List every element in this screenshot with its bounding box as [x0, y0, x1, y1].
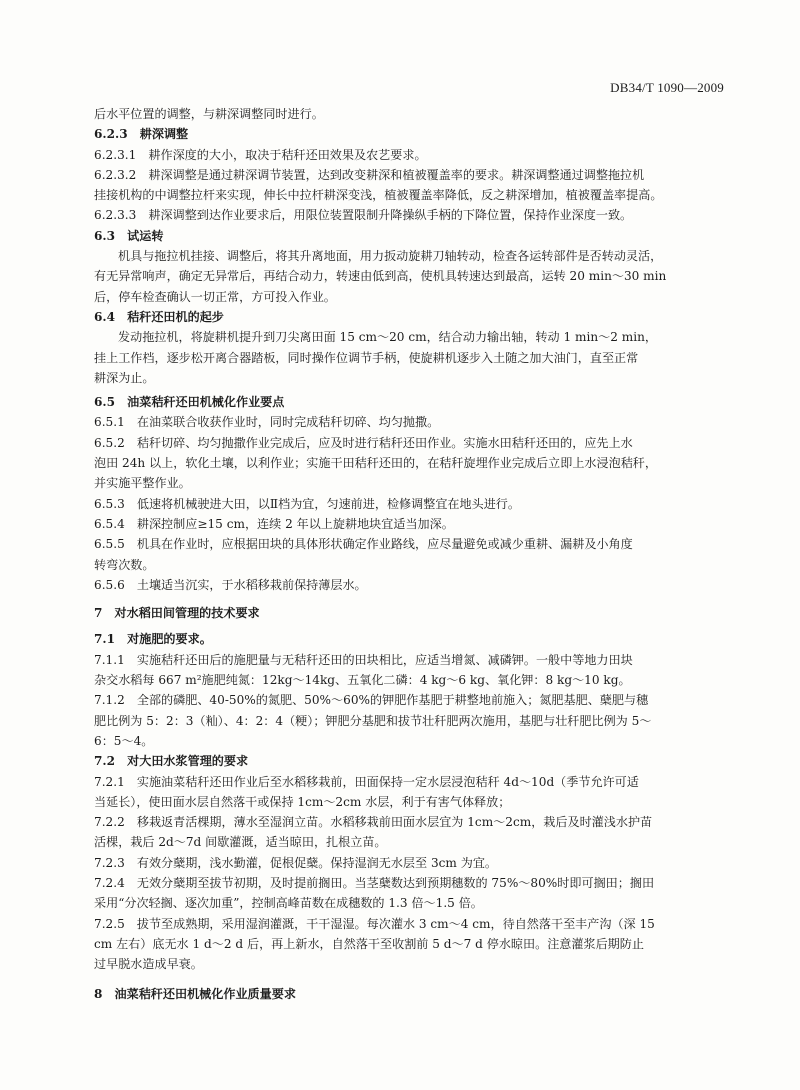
- text-line: cm 左右）底无水 1 d～2 d 后，再上新水，自然落干至收割前 5 d～7 d 停水晾田。注意灌浆后期防止: [94, 936, 644, 951]
- text-line: 挂上工作档，逐步松开离合器踏板，同时操作位调节手柄，使旋耕机逐步入土随之加大油门，直至正常: [94, 350, 639, 365]
- text-line: 杂交水稻每 667 m²施肥纯氮：12kg～14kg、五氧化二磷：4 kg～6 kg、氧化钾：8 kg～10 kg。: [94, 673, 631, 688]
- clause: 7.2.2 移栽返青活棵期，薄水至湿润立苗。水稻移栽前田面水层宜为 1cm～2cm，栽后及时灌浅水护苗: [94, 815, 653, 830]
- text-line: 转弯次数。: [94, 557, 155, 572]
- clause: 6.5.1 在油菜联合收获作业时，同时完成秸秆切碎、均匀抛撒。: [94, 415, 440, 430]
- clause: 6.5.6 土壤适当沉实，于水稻移栽前保持薄层水。: [94, 577, 367, 592]
- clause: 7.2.5 拔节至成熟期，采用湿润灌溉，干干湿湿。每次灌水 3 cm～4 cm，待自然落干至丰产沟（深 15: [94, 916, 655, 931]
- clause: 6.5.3 低速将机械驶进大田，以Ⅱ档为宜，匀速前进，检修调整宜在地头进行。: [94, 496, 520, 511]
- text-line: 后水平位置的调整，与耕深调整同时进行。: [94, 107, 324, 121]
- paragraph-line: 发动拖拉机，将旋耕机提升到刀尖离田面 15 cm～20 cm，结合动力输出轴，转动 1 min～2 min，: [118, 330, 657, 345]
- clause: 7.2.4 无效分蘖期至拔节初期，及时提前搁田。当茎蘖数达到预期穗数的 75%～80%时即可搁田；搁田: [94, 875, 655, 890]
- text-line: 肥比例为 5：2：3（籼）、4：2：4（粳）；钾肥分基肥和拔节壮秆肥两次施用，基肥与壮秆肥比例为 5～: [94, 713, 652, 728]
- clause: 6.5.4 耕深控制应≥15 cm，连续 2 年以上旋耕地块宜适当加深。: [94, 516, 454, 531]
- text-line: 泡田 24h 以上，软化土壤，以利作业；实施干田秸秆还田的，在秸秆旋埋作业完成后立即上水浸泡秸秆，: [94, 456, 657, 471]
- text-line: 6：5～4。: [94, 733, 154, 748]
- section-heading: 6.5 油菜秸秆还田机械化作业要点: [94, 395, 285, 410]
- clause: 6.2.3.3 耕深调整到达作业要求后，用限位装置限制升降操纵手柄的下降位置，保持作业深度一致。: [94, 208, 633, 223]
- section-heading: 7.1 对施肥的要求。: [94, 632, 212, 647]
- text-line: 有无异常响声，确定无异常后，再结合动力，转速由低到高，使机具转速达到最高，运转 20 min～30 min: [94, 269, 667, 284]
- text-line: 采用“分次轻搁、逐次加重”，控制高峰苗数在成穗数的 1.3 倍～1.5 倍。: [94, 896, 483, 911]
- clause: 6.5.5 机具在作业时，应根据田块的具体形状确定作业路线，应尽量避免或减少重耕、漏耕及小角度: [94, 537, 633, 552]
- document-body: [94, 104, 724, 1005]
- chapter-heading: 8 油菜秸秆还田机械化作业质量要求: [94, 987, 296, 1002]
- clause: 7.1.2 全部的磷肥、40-50%的氮肥、50%～60%的钾肥作基肥于耕整地前施入；氮肥基肥、蘖肥与穗: [94, 693, 649, 708]
- chapter-heading: 7 对水稻田间管理的技术要求: [94, 606, 260, 621]
- clause: 7.2.1 实施油菜秸秆还田作业后至水稻移栽前，田面保持一定水层浸泡秸秆 4d～10d（季节允许可适: [94, 774, 639, 789]
- text-line: 当延长），使田面水层自然落干或保持 1cm～2cm 水层，利于有害气体释放；: [94, 794, 511, 809]
- clause: 6.5.2 秸秆切碎、均匀抛撒作业完成后，应及时进行秸秆还田作业。实施水田秸秆还田的，应先上水: [94, 435, 633, 450]
- text-line: 耕深为止。: [94, 370, 155, 385]
- clause: 6.2.3.2 耕深调整是通过耕深调节装置，达到改变耕深和植被覆盖率的要求。耕深调整通过调整拖拉机: [94, 167, 645, 182]
- section-heading: 7.2 对大田水浆管理的要求: [94, 754, 249, 769]
- section-heading: 6.4 秸秆还田机的起步: [94, 309, 224, 324]
- text-line: 后，停车检查确认一切正常，方可投入作业。: [94, 289, 336, 304]
- section-heading: 6.2.3 耕深调整: [94, 127, 189, 142]
- text-line: 并实施平整作业。: [94, 476, 191, 491]
- clause: 7.1.1 实施秸秆还田后的施肥量与无秸秆还田的田块相比，应适当增氮、减磷钾。一般中等地力田块: [94, 652, 633, 667]
- text-line: 过早脱水造成早衰。: [94, 957, 203, 972]
- clause: 6.2.3.1 耕作深度的大小，取决于秸秆还田效果及农艺要求。: [94, 147, 427, 162]
- text-line: 活棵，栽后 2d～7d 间歇灌溉，适当晾田，扎根立苗。: [94, 835, 387, 850]
- section-heading: 6.3 试运转: [94, 228, 164, 243]
- clause: 7.2.3 有效分蘖期，浅水勤灌，促根促蘖。保持湿润无水层至 3cm 为宜。: [94, 855, 498, 870]
- standard-number-header: DB34/T 1090—2009: [610, 80, 724, 95]
- paragraph-line: 机具与拖拉机挂接、调整后，将其升离地面，用力扳动旋耕刀轴转动，检查各运转部件是否转动灵活，: [118, 249, 663, 264]
- text-line: 挂接机构的中调整拉杆来实现，伸长中拉杆耕深变浅，植被覆盖率降低，反之耕深增加，植被覆盖率提高。: [94, 188, 663, 203]
